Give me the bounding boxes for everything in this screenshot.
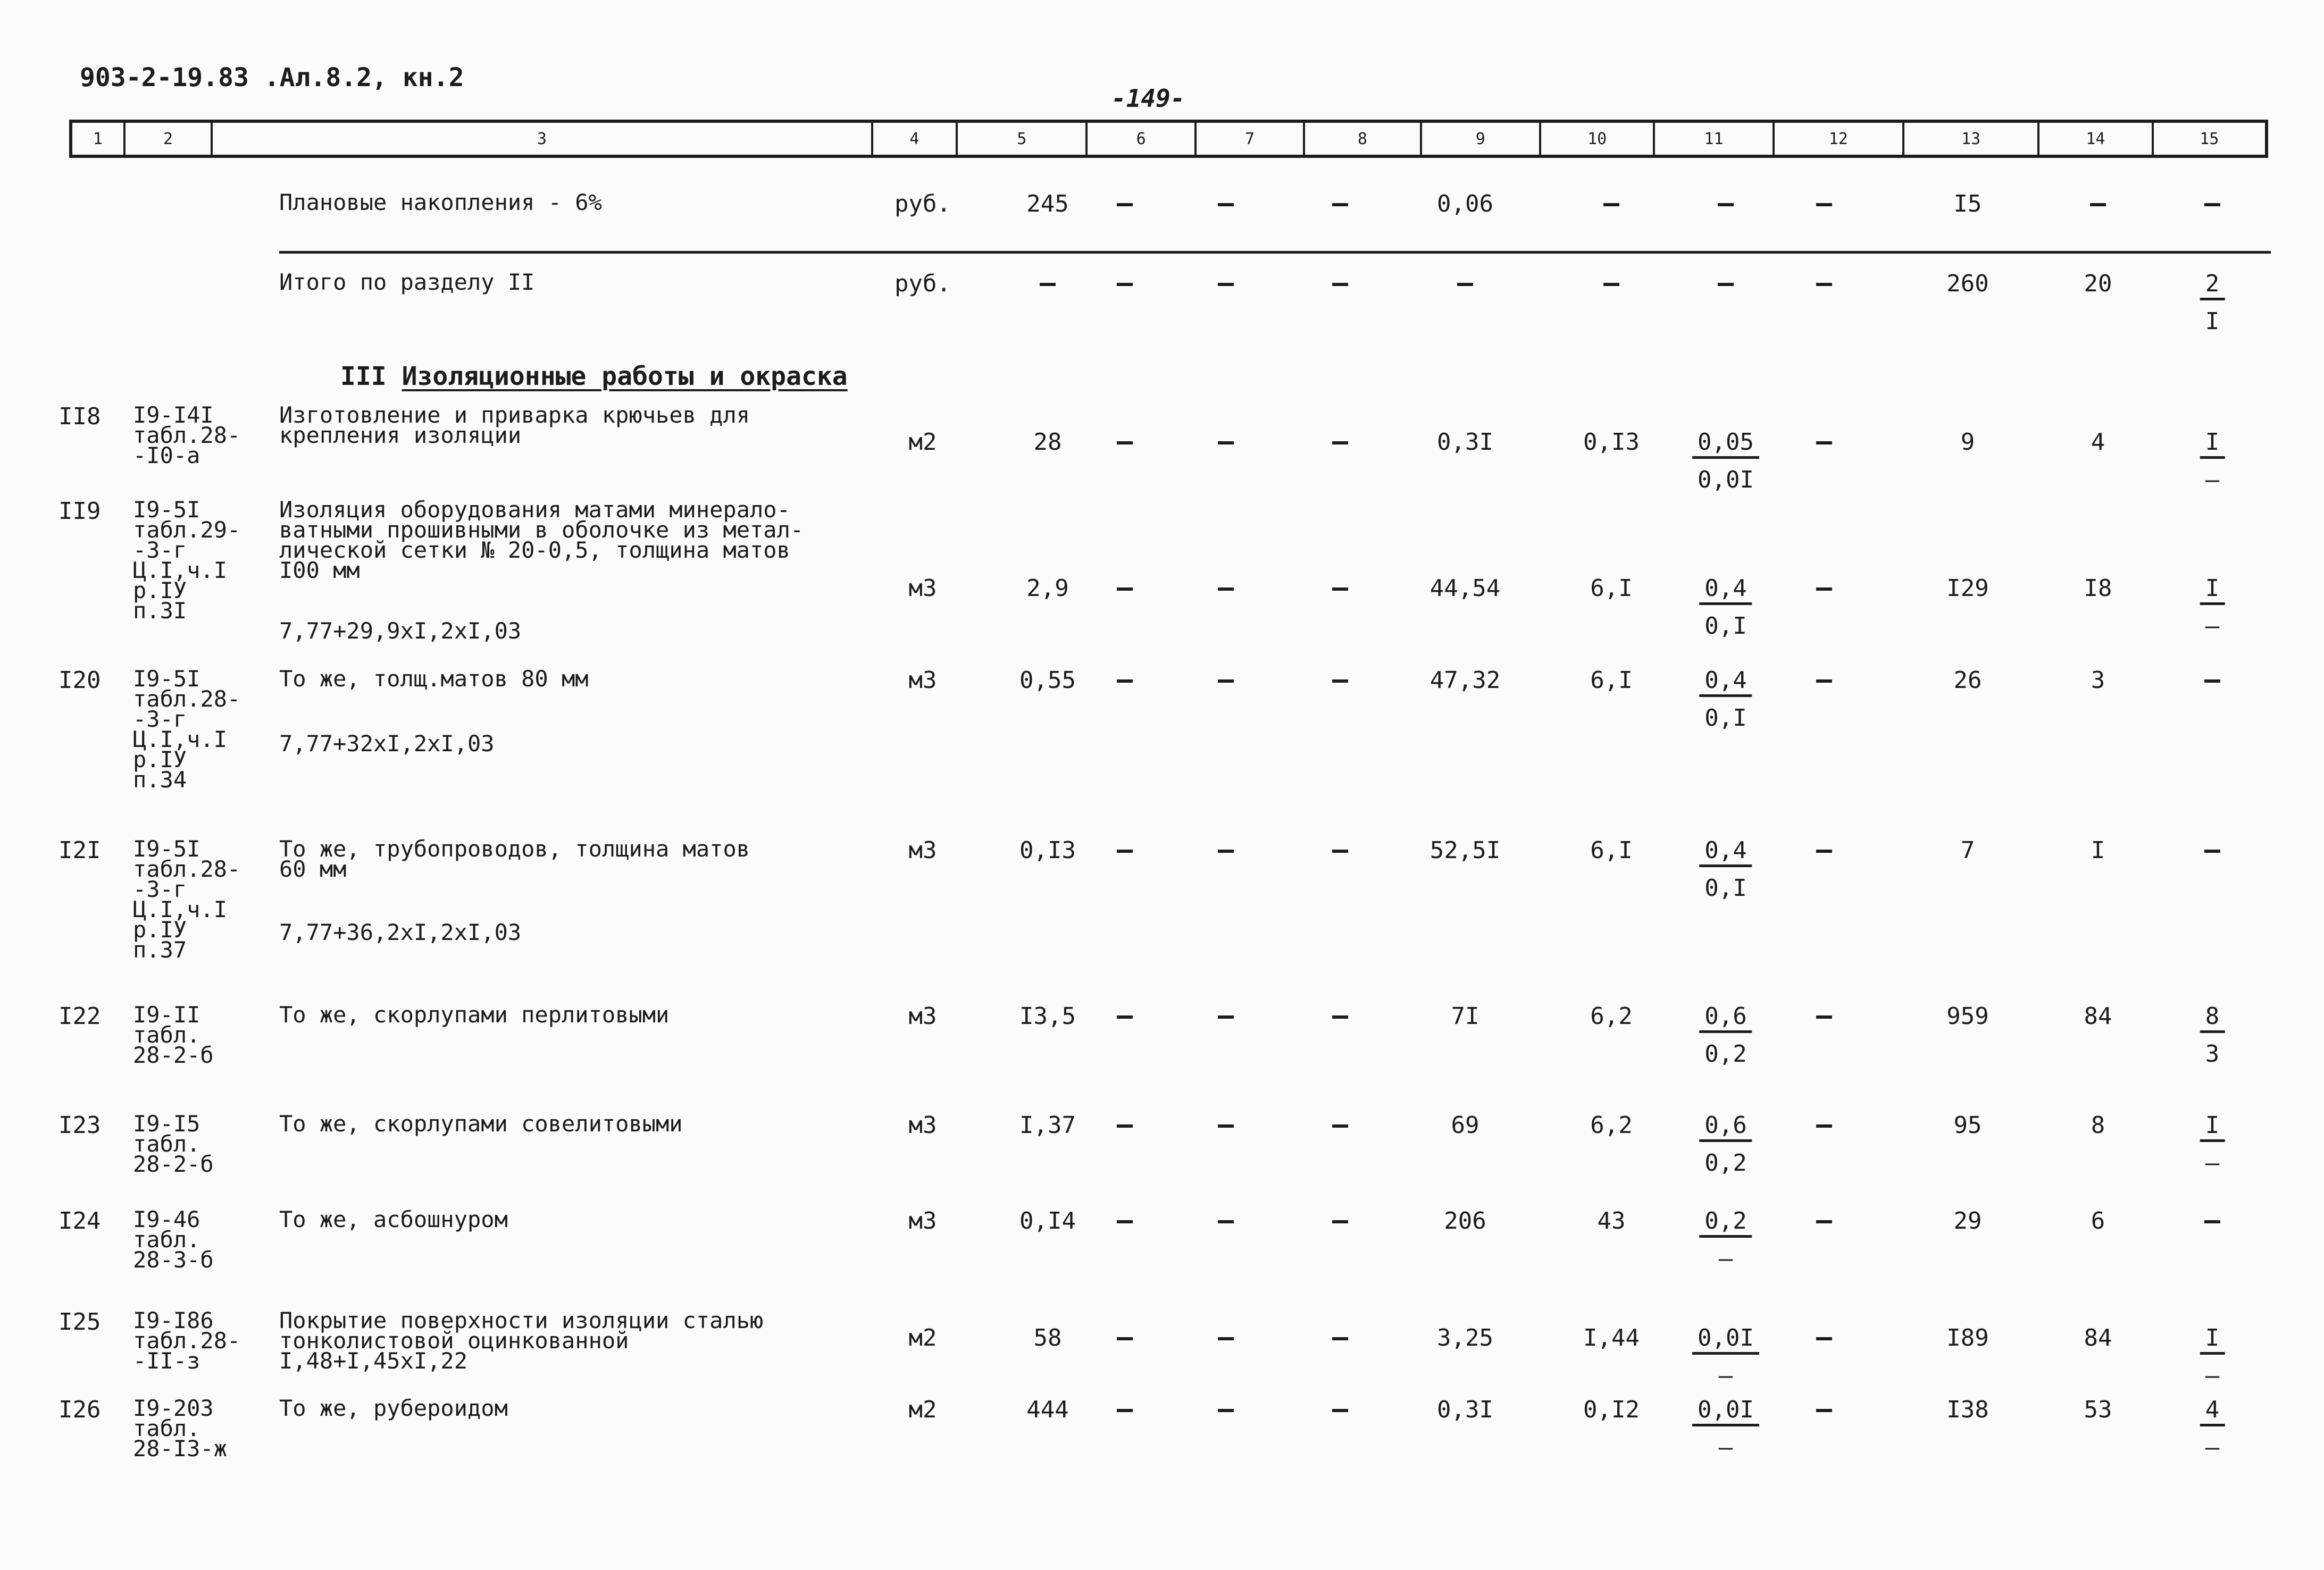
quantity-cell: I,37: [1019, 1112, 1076, 1139]
work-description: То же, скорлупами перлитовыми: [279, 1002, 670, 1028]
col12-cell: [1816, 1337, 1832, 1340]
col10-cell: 0,I2: [1583, 1396, 1640, 1423]
row-number: I2I: [58, 837, 101, 864]
col6-cell: [1117, 1337, 1133, 1340]
col-num-11: 11: [1655, 123, 1774, 155]
col-num-4: 4: [873, 123, 958, 155]
col7-cell: [1218, 1124, 1234, 1128]
col11-fraction: [1699, 1114, 1752, 1175]
col15-fraction-numerator: 2: [2200, 272, 2225, 300]
col14-cell: 6: [2091, 1207, 2105, 1235]
col-num-14: 14: [2039, 123, 2153, 155]
quantity-formula: 7,77+29,9хI,2хI,03: [279, 618, 522, 644]
col6-cell: [1117, 679, 1133, 683]
col11-fraction: [1692, 1326, 1759, 1388]
col13-cell: I89: [1946, 1324, 1989, 1351]
col13-cell: 7: [1960, 837, 1975, 864]
col6-cell: [1117, 1409, 1133, 1412]
col8-cell: [1332, 679, 1348, 683]
col11-fraction: [1699, 577, 1752, 638]
col-num-12: 12: [1775, 123, 1904, 155]
col15-fraction-numerator: I: [2200, 577, 2225, 605]
row-number: I20: [58, 667, 101, 694]
col15-fraction: [2204, 1220, 2220, 1223]
col10-cell: I,44: [1583, 1324, 1640, 1351]
col15-fraction: [2200, 431, 2225, 492]
col6-cell: [1117, 1124, 1133, 1128]
col9-cell: 7I: [1451, 1003, 1479, 1030]
col9-cell: 44,54: [1429, 575, 1501, 602]
col15-fraction: [2200, 1005, 2225, 1066]
col9-cell: 69: [1451, 1112, 1479, 1139]
col11-fraction: [1718, 203, 1734, 206]
norm-code: I9-I4I табл.28- -I0-а: [133, 402, 241, 468]
col11-fraction-denominator: 0,2: [1704, 1040, 1747, 1068]
col10-cell: 6,I: [1590, 837, 1633, 864]
norm-code: I9-203 табл. 28-I3-ж: [133, 1395, 228, 1462]
unit-cell: м2: [908, 429, 937, 456]
norm-code: I9-46 табл. 28-3-б: [133, 1206, 214, 1273]
work-description: Итого по разделу II: [279, 269, 535, 295]
col11-fraction-numerator: 0,0I: [1692, 1326, 1759, 1355]
col11-fraction-denominator: —: [1718, 1362, 1733, 1389]
col15-fraction-denominator: —: [2205, 612, 2220, 640]
col9-cell: 0,3I: [1437, 429, 1493, 456]
row-number: II9: [58, 498, 101, 525]
quantity-formula: 7,77+36,2хI,2хI,03: [279, 919, 522, 945]
norm-code: I9-5I табл.29- -3-г Ц.I,ч.I р.IУ п.3I: [133, 497, 241, 624]
column-number-bar: [69, 120, 2268, 158]
work-description: Плановые накопления - 6%: [279, 189, 602, 215]
col15-fraction-denominator: —: [2205, 1149, 2220, 1177]
col8-cell: [1332, 441, 1348, 444]
col6-cell: [1117, 441, 1133, 444]
work-description: То же, трубопроводов, толщина матов 60 мм: [279, 836, 750, 882]
unit-cell: м2: [908, 1324, 937, 1351]
work-description: То же, толщ.матов 80 мм: [279, 666, 589, 692]
col11-fraction-denominator: 0,0I: [1698, 466, 1754, 493]
col14-cell: I8: [2084, 575, 2112, 602]
col8-cell: [1332, 587, 1348, 591]
col11-fraction: [1692, 431, 1759, 492]
col11-fraction-denominator: —: [1718, 1245, 1733, 1272]
col11-fraction: [1699, 1207, 1752, 1272]
col-num-6: 6: [1088, 123, 1196, 155]
quantity-cell: 245: [1026, 190, 1069, 217]
col14-cell: 3: [2091, 667, 2105, 694]
col-num-3: 3: [213, 123, 873, 155]
col7-cell: [1218, 1220, 1234, 1223]
col14-cell: 8: [2091, 1112, 2105, 1139]
section-heading: [340, 362, 848, 391]
unit-cell: м3: [908, 575, 937, 602]
col11-fraction-numerator: 0,4: [1699, 669, 1752, 697]
quantity-cell: 28: [1033, 429, 1062, 456]
col12-cell: [1816, 441, 1832, 444]
col14-cell: 84: [2084, 1003, 2112, 1030]
col9-cell: 0,06: [1437, 190, 1493, 217]
col13-cell: I5: [1953, 190, 1982, 217]
norm-code: I9-5I табл.28- -3-г Ц.I,ч.I р.IУ п.34: [133, 666, 241, 793]
row-number: I26: [58, 1396, 101, 1423]
col15-fraction: [2200, 272, 2225, 333]
unit-cell: м3: [908, 667, 937, 694]
col-num-8: 8: [1305, 123, 1422, 155]
quantity-cell: 444: [1026, 1396, 1069, 1423]
col7-cell: [1218, 1337, 1234, 1340]
unit-cell: м3: [908, 1112, 937, 1139]
col15-fraction: [2204, 679, 2220, 683]
col14-cell: 4: [2091, 429, 2105, 456]
col-num-13: 13: [1904, 123, 2039, 155]
work-description: Изоляция оборудования матами минерало- ватными прошивными в оболочке из метал- лической сетки № 20-0,5, толщина матов I00 мм: [279, 497, 804, 583]
col-num-2: 2: [126, 123, 213, 155]
col7-cell: [1218, 283, 1234, 286]
row-number: I25: [58, 1308, 101, 1336]
col-num-7: 7: [1197, 123, 1305, 155]
quantity-cell: [1040, 283, 1056, 286]
col13-cell: 29: [1953, 1207, 1982, 1235]
unit-cell: м3: [908, 1003, 937, 1030]
col14-cell: I: [2091, 837, 2105, 864]
col7-cell: [1218, 850, 1234, 853]
col12-cell: [1816, 283, 1832, 286]
col11-fraction-numerator: 0,4: [1699, 839, 1752, 867]
page-number: -149-: [1111, 84, 1185, 113]
work-description: То же, рубероидом: [279, 1395, 508, 1421]
col15-fraction-denominator: 3: [2205, 1040, 2220, 1068]
col11-fraction-denominator: —: [1718, 1434, 1733, 1461]
col10-cell: 6,I: [1590, 575, 1633, 602]
col15-fraction: [2200, 1114, 2225, 1175]
quantity-cell: 0,55: [1019, 667, 1076, 694]
col-num-9: 9: [1422, 123, 1541, 155]
col12-cell: [1816, 679, 1832, 683]
col15-fraction-denominator: —: [2205, 1362, 2220, 1389]
col10-cell: 6,2: [1590, 1112, 1633, 1139]
col11-fraction-numerator: 0,0I: [1692, 1398, 1759, 1426]
work-description: То же, скорлупами совелитовыми: [279, 1111, 683, 1137]
col6-cell: [1117, 283, 1133, 286]
col11-fraction-numerator: 0,2: [1699, 1210, 1752, 1238]
quantity-formula: 7,77+32хI,2хI,03: [279, 731, 495, 757]
col11-fraction: [1718, 283, 1734, 286]
col11-fraction: [1699, 669, 1752, 730]
col14-cell: 53: [2084, 1396, 2112, 1423]
col13-cell: 95: [1953, 1112, 1982, 1139]
col9-cell: [1457, 283, 1473, 286]
unit-cell: руб.: [895, 190, 951, 217]
quantity-cell: 2,9: [1026, 575, 1069, 602]
norm-code: I9-5I табл.28- -3-г Ц.I,ч.I р.IУ п.37: [133, 836, 241, 963]
col6-cell: [1117, 203, 1133, 206]
norm-code: I9-II табл. 28-2-б: [133, 1002, 214, 1068]
col6-cell: [1117, 587, 1133, 591]
col15-fraction: [2200, 1398, 2225, 1459]
col7-cell: [1218, 1409, 1234, 1412]
col9-cell: 52,5I: [1429, 837, 1501, 864]
col6-cell: [1117, 850, 1133, 853]
quantity-cell: 58: [1033, 1324, 1062, 1351]
unit-cell: руб.: [895, 270, 951, 297]
col12-cell: [1816, 203, 1832, 206]
unit-cell: м3: [908, 1207, 937, 1235]
col14-cell: 84: [2084, 1324, 2112, 1351]
col14-cell: 20: [2084, 270, 2112, 297]
col7-cell: [1218, 679, 1234, 683]
col8-cell: [1332, 283, 1348, 286]
col11-fraction: [1699, 839, 1752, 900]
col-num-15: 15: [2200, 129, 2219, 148]
section-numeral: III: [340, 362, 387, 391]
col13-cell: 26: [1953, 667, 1982, 694]
col15-fraction: [2204, 850, 2220, 853]
norm-code: I9-I5 табл. 28-2-б: [133, 1111, 214, 1177]
col9-cell: 3,25: [1437, 1324, 1493, 1351]
col8-cell: [1332, 1124, 1348, 1128]
row-number: II8: [58, 403, 101, 430]
unit-cell: м3: [908, 837, 937, 864]
col9-cell: 47,32: [1429, 667, 1501, 694]
col15-fraction: [2204, 203, 2220, 206]
col11-fraction-denominator: 0,I: [1704, 704, 1747, 732]
quantity-cell: 0,I3: [1019, 837, 1076, 864]
col15-fraction-numerator: I: [2200, 431, 2225, 459]
col8-cell: [1332, 1337, 1348, 1340]
col7-cell: [1218, 441, 1234, 444]
col13-cell: 260: [1946, 270, 1989, 297]
row-number: I23: [58, 1112, 101, 1139]
col7-cell: [1218, 587, 1234, 591]
col11-fraction-denominator: 0,2: [1704, 1149, 1747, 1177]
col10-cell: [1603, 203, 1619, 206]
col9-cell: 206: [1444, 1207, 1486, 1235]
col7-cell: [1218, 1015, 1234, 1019]
col8-cell: [1332, 850, 1348, 853]
col11-fraction-denominator: 0,I: [1704, 875, 1747, 902]
col8-cell: [1332, 1220, 1348, 1223]
col-num-10: 10: [1541, 123, 1655, 155]
section-title: Изоляционные работы и окраска: [402, 362, 848, 391]
col13-cell: 9: [1960, 429, 1975, 456]
col12-cell: [1816, 1409, 1832, 1412]
col13-cell: I38: [1946, 1396, 1989, 1423]
col11-fraction-numerator: 0,05: [1692, 431, 1759, 459]
quantity-cell: I3,5: [1019, 1003, 1076, 1030]
col12-cell: [1816, 1015, 1832, 1019]
col11-fraction-numerator: 0,6: [1699, 1114, 1752, 1142]
col8-cell: [1332, 1015, 1348, 1019]
col10-cell: 0,I3: [1583, 429, 1640, 456]
col11-fraction-numerator: 0,6: [1699, 1005, 1752, 1033]
col15-fraction: [2200, 1326, 2225, 1388]
col15-fraction-numerator: I: [2200, 1326, 2225, 1355]
col-num-5: 5: [958, 123, 1088, 155]
col15-fraction-numerator: I: [2200, 1114, 2225, 1142]
separator-rule: [279, 251, 2271, 254]
col13-cell: 959: [1946, 1003, 1989, 1030]
col10-cell: 6,I: [1590, 667, 1633, 694]
col11-fraction-numerator: 0,4: [1699, 577, 1752, 605]
work-description: Изготовление и приварка крючьев для крепления изоляции: [279, 402, 750, 448]
work-description: То же, асбошнуром: [279, 1206, 508, 1232]
work-description: Покрытие поверхности изоляции сталью тонколистовой оцинкованной I,48+I,45хI,22: [279, 1307, 764, 1374]
norm-code: I9-I86 табл.28- -II-з: [133, 1307, 241, 1374]
col12-cell: [1816, 1220, 1832, 1223]
col9-cell: 0,3I: [1437, 1396, 1493, 1423]
col6-cell: [1117, 1015, 1133, 1019]
col10-cell: 6,2: [1590, 1003, 1633, 1030]
col10-cell: [1603, 283, 1619, 286]
row-number: I24: [58, 1207, 101, 1235]
col15-fraction-denominator: —: [2205, 1434, 2220, 1461]
col12-cell: [1816, 1124, 1832, 1128]
unit-cell: м2: [908, 1396, 937, 1423]
col6-cell: [1117, 1220, 1133, 1223]
col15-fraction-denominator: I: [2205, 308, 2220, 335]
col13-cell: I29: [1946, 575, 1989, 602]
col15-fraction-numerator: 8: [2200, 1005, 2225, 1033]
col12-cell: [1816, 587, 1832, 591]
col7-cell: [1218, 203, 1234, 206]
col12-cell: [1816, 850, 1832, 853]
col15-fraction-denominator: —: [2205, 466, 2220, 493]
col8-cell: [1332, 1409, 1348, 1412]
col8-cell: [1332, 203, 1348, 206]
col11-fraction: [1692, 1398, 1759, 1459]
doc-code: 903-2-19.83 .Ал.8.2, кн.2: [80, 63, 464, 93]
col15-fraction: [2200, 577, 2225, 638]
col14-cell: [2090, 203, 2106, 206]
col-num-1: 1: [72, 123, 126, 155]
col11-fraction-denominator: 0,I: [1704, 612, 1747, 640]
col11-fraction: [1699, 1005, 1752, 1066]
col15-fraction-numerator: 4: [2200, 1398, 2225, 1426]
row-number: I22: [58, 1003, 101, 1030]
col10-cell: 43: [1597, 1207, 1626, 1235]
quantity-cell: 0,I4: [1019, 1207, 1076, 1235]
